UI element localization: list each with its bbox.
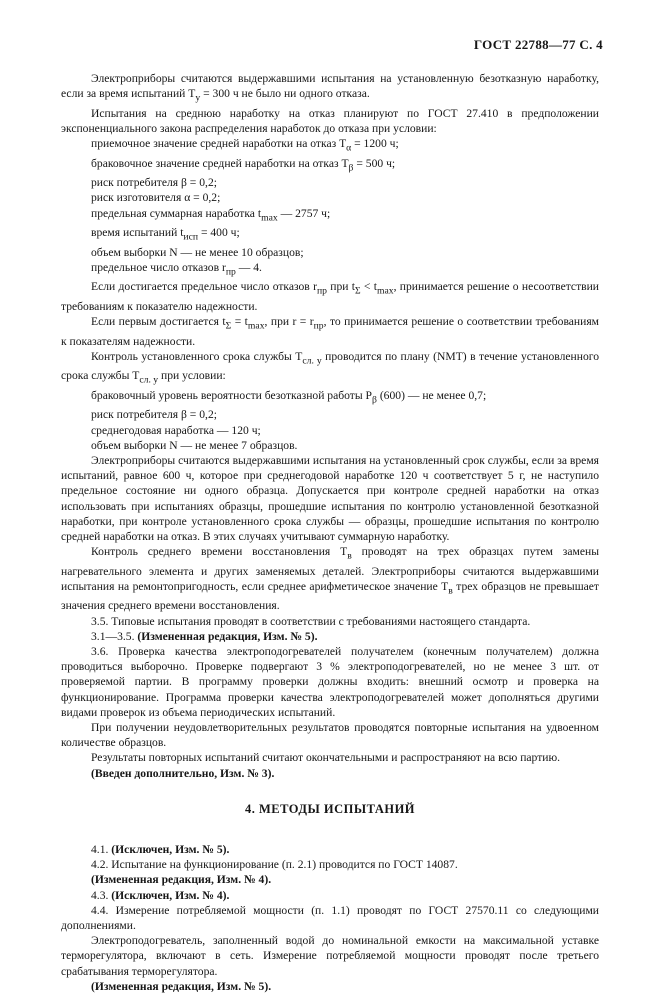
- subscript: Σ: [225, 320, 232, 332]
- condition-line: [61, 225, 599, 245]
- subscript: в: [448, 585, 453, 597]
- text: Электроприборы считаются выдержавшими испытания на установленную безотказную наработку, если за время испытаний T: [61, 72, 599, 101]
- text: Если достигается предельное число отказов r: [91, 280, 317, 294]
- subscript: α: [346, 142, 352, 154]
- condition-line: [61, 156, 599, 176]
- condition-line: [61, 260, 599, 280]
- condition-line: среднегодовая наработка — 120 ч;: [91, 423, 261, 437]
- text: = 1200 ч;: [351, 137, 399, 151]
- subscript: у: [195, 92, 201, 104]
- text: Контроль среднего времени восстановления T: [91, 545, 348, 559]
- amendment-note: (Измененная редакция, Изм. № 4).: [91, 873, 272, 887]
- text: проводят на трех образцах путем замены нагревательного элемента и других заменяемых деталей. Электроприборы считаются выдержавшими испытания на ремонтопригодность, если среднее арифметическое значение T: [61, 545, 600, 593]
- text: < t: [360, 280, 377, 294]
- subscript: β: [348, 161, 354, 173]
- text: = 500 ч;: [353, 156, 396, 170]
- text: = 300 ч не было ни одного отказа.: [200, 87, 370, 101]
- condition-line: риск потребителя β = 0,2;: [91, 408, 217, 422]
- paragraph: [61, 629, 599, 644]
- subscript: β: [372, 394, 377, 406]
- amendment-note: (Измененная редакция, Изм. № 5).: [137, 629, 318, 643]
- paragraph: 4.2. Испытание на функционирование (п. 2.1) проводится по ГОСТ 14087.: [91, 858, 458, 872]
- text: = t: [231, 315, 248, 329]
- subscript: сл. у: [139, 374, 159, 386]
- paragraph: [61, 279, 599, 314]
- paragraph: 4.4. Измерение потребляемой мощности (п. 1.1) проводят по ГОСТ 27570.11 со следующими дополнениями.: [61, 903, 599, 933]
- subscript: в: [347, 550, 352, 562]
- text: = 400 ч;: [198, 226, 240, 240]
- text: трех образцов не превышает значения среднего времени восстановления.: [61, 579, 599, 613]
- subscript: исп: [183, 231, 199, 243]
- amendment-note: (Введен дополнительно, Изм. № 3).: [91, 766, 275, 780]
- text: , то принимается решение о соответствии требованиям к показателям надежности.: [61, 315, 599, 348]
- subscript: max: [247, 320, 265, 332]
- subscript: max: [376, 285, 394, 297]
- subscript: сл. у: [302, 355, 322, 367]
- text: Если первым достигается t: [91, 315, 226, 329]
- text: , при r = r: [264, 315, 314, 329]
- section-title: 4. МЕТОДЫ ИСПЫТАНИЙ: [244, 801, 416, 816]
- text: время испытаний t: [91, 226, 184, 240]
- condition-line: [61, 136, 599, 156]
- paragraph: 3.5. Типовые испытания проводят в соответствии с требованиями настоящего стандарта.: [91, 614, 531, 628]
- text: браковочный уровень вероятности безотказной работы P: [91, 388, 372, 402]
- condition-line: [61, 388, 599, 408]
- page-header: ГОСТ 22788—77 С. 4: [473, 37, 603, 52]
- text: предельное число отказов r: [91, 260, 226, 274]
- paragraph: При получении неудовлетворительных результатов проводятся повторные испытания на удвоенном количестве образцов.: [61, 720, 599, 750]
- amendment-note: (Исключен, Изм. № 4).: [111, 888, 230, 902]
- paragraph: [61, 842, 599, 857]
- subscript: пр: [313, 320, 324, 332]
- amendment-note: (Исключен, Изм. № 5).: [111, 843, 230, 856]
- text: 3.1—3.5.: [91, 629, 138, 643]
- text: при условии:: [158, 369, 226, 383]
- text: предельная суммарная наработка t: [91, 206, 262, 220]
- paragraph: [61, 544, 599, 613]
- paragraph: Электроприборы считаются выдержавшими испытания на установленный срок службы, если за время испытаний, равное 600 ч, которое при среднегодовой наработке 120 ч соответствует 5 г, не наступило предельное состояние ни одного образца. Допускается при контроле средней наработки на отказ использовать при испытаниях образцы, прошедшие испытания по контролю установленной безотказной наработки, при контроле установленного срока службы — образцы, прошедшие испытания по контролю средней наработки на отказ. В этих случаях учитывают суммарную наработку.: [61, 453, 599, 543]
- paragraph: Испытания на среднюю наработку на отказ планируют по ГОСТ 27.410 в предположении экспоненциального закона распределения наработок до отказа при условии:: [61, 106, 599, 135]
- condition-line: риск изготовителя α = 0,2;: [91, 191, 221, 205]
- text: при t: [326, 280, 355, 294]
- text: проводится по плану (NMT) в течение установленного срока службы T: [61, 349, 600, 383]
- paragraph: [61, 349, 599, 388]
- subscript: пр: [225, 266, 236, 278]
- text: 4.3.: [91, 888, 112, 902]
- text: — 4.: [235, 260, 262, 274]
- subscript: пр: [316, 285, 327, 297]
- text: — 2757 ч;: [277, 206, 331, 220]
- amendment-note: (Измененная редакция, Изм. № 5).: [91, 979, 272, 993]
- paragraph: Электроподогреватель, заполненный водой до номинальной емкости на максимальной уставке терморегулятора, включают в сеть. Измерение потребляемой мощности проводят после третьего срабатывания терморегулятора.: [61, 934, 599, 978]
- text: браковочное значение средней наработки на отказ T: [91, 156, 349, 170]
- text: 4.1.: [91, 843, 112, 856]
- condition-line: риск потребителя β = 0,2;: [91, 176, 217, 190]
- text: приемочное значение средней наработки на отказ T: [91, 137, 347, 151]
- paragraph: Результаты повторных испытаний считают окончательными и распространяют на всю партию.: [91, 751, 561, 765]
- paragraph: [61, 314, 599, 349]
- subscript: Σ: [354, 285, 361, 297]
- text: , принимается решение о несоответствии требованиям к показателю надежности.: [61, 280, 600, 313]
- condition-line: [61, 206, 599, 226]
- text: Контроль установленного срока службы T: [91, 349, 303, 363]
- document-body: [61, 71, 599, 994]
- paragraph: 3.6. Проверка качества электроподогревателей получателем (конечным получателем) должна проводиться выборочно. Проверке подвергают 3 % электроподогревателей, но не менее 3 шт. от проверяемой партии. В программу проверки должны входить: внешний осмотр и проверка на функционирование. Программа проверки качества электроподогревателей может дополняться другими видами проверок из объема периодических испытаний.: [61, 644, 599, 719]
- text: (600) — не менее 0,7;: [376, 388, 487, 402]
- subscript: max: [261, 211, 278, 223]
- condition-line: объем выборки N — не менее 7 образцов.: [91, 438, 298, 452]
- paragraph: [61, 71, 599, 106]
- paragraph: [61, 888, 599, 903]
- condition-line: объем выборки N — не менее 10 образцов;: [91, 245, 304, 259]
